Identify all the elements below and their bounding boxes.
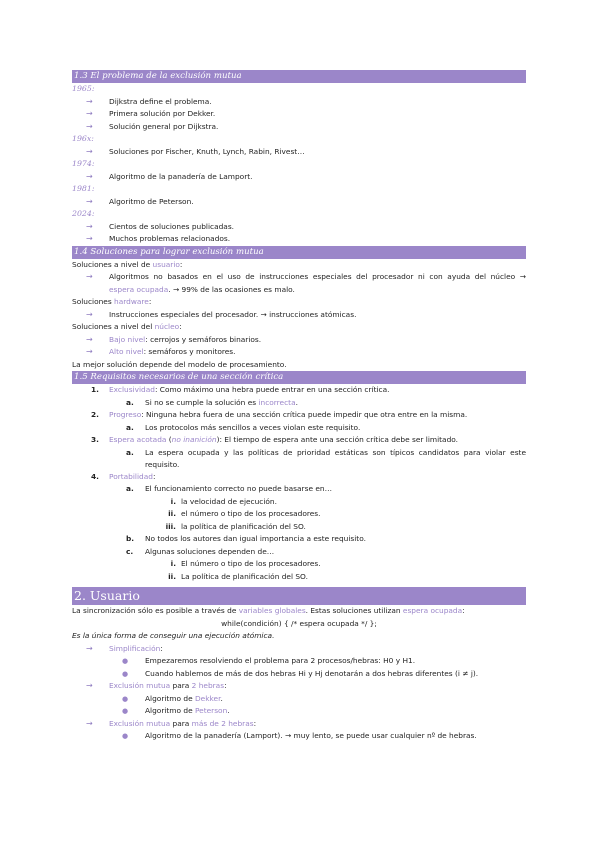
paragraph: Soluciones a nivel de usuario: [72, 259, 183, 269]
year-label: 196x: [72, 134, 94, 143]
list-item: c. Algunas soluciones dependen de… [126, 546, 275, 556]
arrow-icon: → [86, 221, 93, 231]
arrow-icon: → [86, 643, 93, 653]
arrow-icon: → [86, 718, 93, 728]
bullet-icon: ● [122, 669, 129, 678]
section-header-2: 2. Usuario [72, 587, 526, 605]
list-item: iii. la política de planificación del SO. [165, 521, 306, 531]
list-item: → Exclusión mutua para más de 2 hebras: [72, 718, 526, 731]
bullet-icon: ● [122, 707, 129, 715]
list-item: b. No todos los autores dan igual importancia a este requisito. [126, 534, 366, 543]
list-item: → Simplificación: [72, 643, 526, 656]
list-item: → Primera solución por Dekker. [72, 108, 526, 121]
bullet-item: ● Algoritmo de Peterson. [72, 705, 526, 718]
bullet-item: ● Cuando hablemos de más de dos hebras Hi y Hj denotarán a dos hebras diferentes (i ≠ j). [72, 668, 526, 681]
list-item: → Algoritmos no basados en el uso de instrucciones especiales del procesador ni con ayuda del núcleo → [72, 271, 526, 284]
list-item: → Bajo nivel: cerrojos y semáforos binarios. [72, 334, 526, 347]
list-item: 4. Portabilidad: [91, 471, 156, 481]
list-item: 2. Progreso: Ninguna hebra fuera de una sección crítica puede impedir que otra entre en la misma. [91, 410, 468, 419]
list-item: → Alto nivel: semáforos y monitores. [72, 346, 526, 359]
paragraph: Soluciones hardware: [72, 297, 152, 306]
list-item: a. El funcionamiento correcto no puede basarse en… [126, 484, 332, 493]
arrow-icon: → [86, 334, 93, 344]
arrow-icon: → [86, 146, 93, 156]
paragraph: La mejor solución depende del modelo de procesamiento. [72, 359, 287, 369]
document-page [72, 70, 526, 743]
paragraph: Soluciones a nivel del núcleo: [72, 322, 182, 331]
list-item: → Exclusión mutua para 2 hebras: [72, 680, 526, 693]
arrow-icon: → [86, 171, 93, 181]
list-item: a. Los protocolos más sencillos a veces violan este requisito. [126, 422, 361, 432]
arrow-icon: → [86, 681, 93, 690]
bullet-icon: ● [122, 732, 129, 740]
list-item: → Dijkstra define el problema. [72, 96, 526, 109]
list-item: i. la velocidad de ejecución. [170, 496, 277, 506]
list-item: → Algoritmo de la panadería de Lamport. [72, 171, 526, 184]
year-label: 1981: [72, 184, 95, 193]
list-item: 1. Exclusividad: Como máximo una hebra puede entrar en una sección crítica. [91, 385, 390, 394]
list-item: 3. Espera acotada (no inanición): El tiempo de espera ante una sección crítica debe ser limitado. [91, 435, 459, 444]
bullet-icon: ● [122, 657, 129, 665]
list-item: → Muchos problemas relacionados. [72, 233, 526, 246]
list-item: → Solución general por Dijkstra. [72, 121, 526, 134]
year-label: 1965: [72, 84, 95, 93]
list-item: ii. La política de planificación del SO. [168, 571, 308, 581]
list-item-continuation: espera ocupada. → 99% de las ocasiones es malo. [109, 284, 295, 294]
list-item: ii. el número o tipo de los procesadores. [168, 509, 321, 518]
bullet-item: ● Empezaremos resolviendo el problema para 2 procesos/hebras: H0 y H1. [72, 655, 526, 668]
bullet-item: ● Algoritmo de la panadería (Lamport). → muy lento, se puede usar cualquier nº de hebras. [72, 730, 526, 743]
list-item: i. El número o tipo de los procesadores. [170, 559, 321, 568]
arrow-icon: → [86, 121, 93, 131]
list-item: → Cientos de soluciones publicadas. [72, 221, 526, 234]
code-line: while(condición) { /* espera ocupada */ }; [221, 618, 377, 628]
paragraph: La sincronización sólo es posible a través de variables globales. Estas soluciones utilizan espera ocupada: [72, 606, 465, 615]
arrow-icon: → [86, 272, 93, 281]
list-item: a. La espera ocupada y las políticas de prioridad estáticas son típicos candidatos para violar este requisito. [126, 447, 526, 469]
bullet-item: ● Algoritmo de Dekker. [72, 693, 526, 706]
arrow-icon: → [86, 234, 93, 243]
section-header-1-3: 1.3 El problema de la exclusión mutua [72, 70, 526, 83]
paragraph: Es la única forma de conseguir una ejecución atómica. [72, 631, 275, 640]
list-item: → Soluciones por Fischer, Knuth, Lynch, Rabin, Rivest… [72, 146, 526, 159]
list-item: → Algoritmo de Peterson. [72, 196, 526, 209]
arrow-icon: → [86, 309, 93, 319]
bullet-icon: ● [122, 694, 129, 703]
list-item: a. Si no se cumple la solución es incorrecta. [126, 397, 298, 407]
arrow-icon: → [86, 109, 93, 118]
section-header-1-4: 1.4 Soluciones para lograr exclusión mutua [72, 246, 526, 259]
year-label: 2024: [72, 209, 95, 218]
arrow-icon: → [86, 347, 93, 356]
year-label: 1974: [72, 159, 95, 168]
arrow-icon: → [86, 196, 93, 206]
section-header-1-5: 1.5 Requisitos necesarios de una sección crítica [72, 371, 526, 384]
arrow-icon: → [86, 96, 93, 106]
list-item: → Instrucciones especiales del procesador. → instrucciones atómicas. [72, 309, 526, 322]
